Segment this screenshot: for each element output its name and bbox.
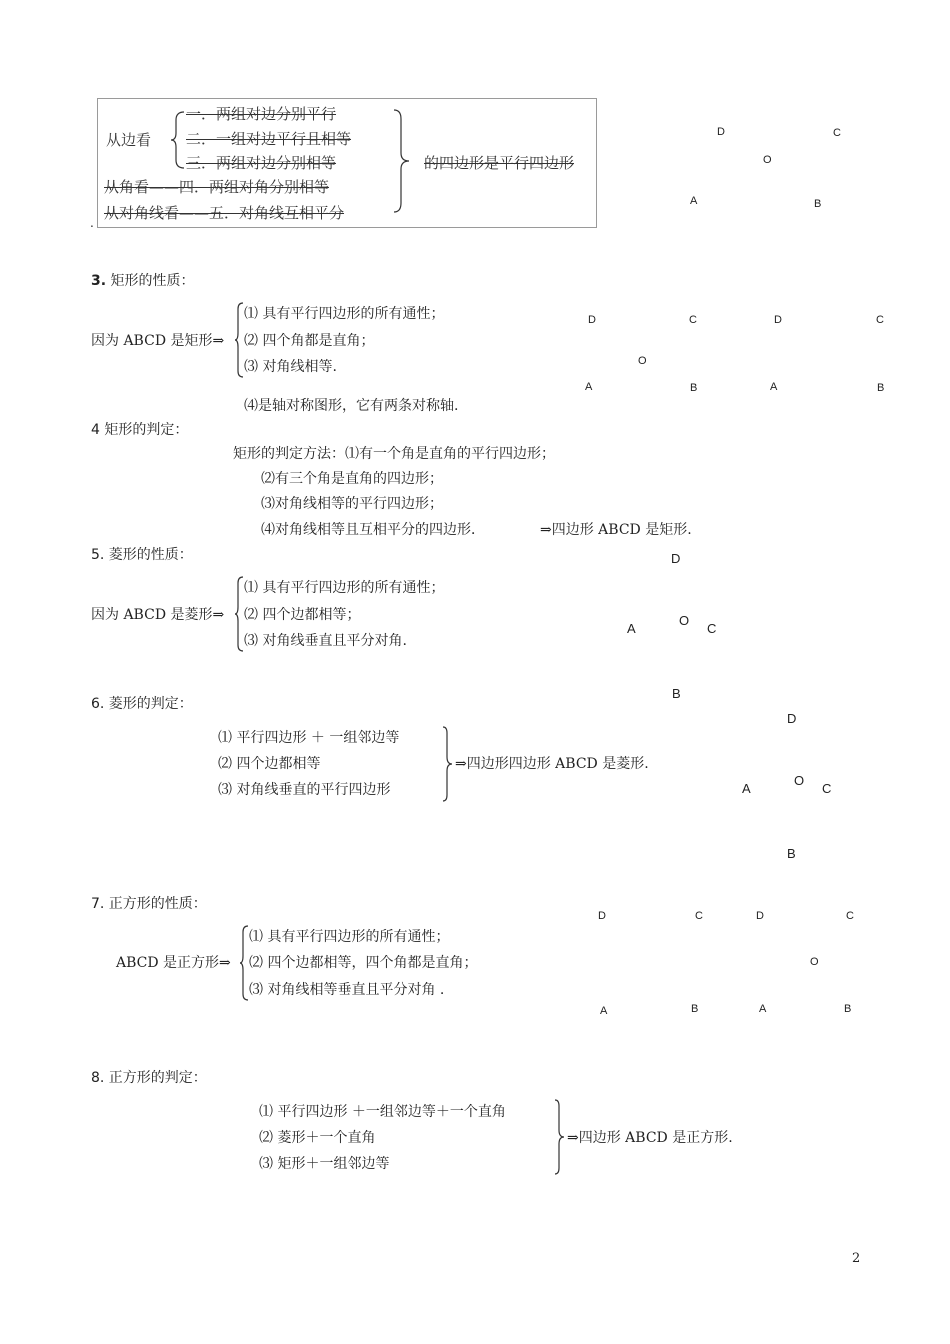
rect2-point-a: A	[770, 381, 778, 393]
square2-point-o: O	[810, 956, 819, 968]
sec5-item-3: ⑶ 对角线垂直且平分对角.	[244, 633, 407, 649]
sec3-extra: ⑷是轴对称图形，它有两条对称轴.	[244, 398, 459, 414]
angle-item: 从角看——四．两组对角分别相等	[104, 178, 330, 196]
sec6-item-1: ⑴ 平行四边形 ＋ 一组邻边等	[218, 730, 400, 746]
square1-point-a: A	[600, 1005, 608, 1017]
sec3-num: 3.	[91, 273, 107, 289]
parallelogram-point-c: C	[833, 127, 841, 139]
square2-point-c: C	[846, 910, 854, 922]
diagonal-item: 从对角线看——五．对角线互相平分	[104, 204, 345, 222]
sec8-item-1: ⑴ 平行四边形 ＋一组邻边等＋一个直角	[259, 1104, 506, 1120]
sec4-conclusion: ⇒四边形 ABCD 是矩形.	[540, 522, 692, 538]
parallelogram-point-o: O	[763, 154, 772, 166]
sec5-item-2: ⑵ 四个边都相等；	[244, 607, 361, 623]
rect2-point-c: C	[876, 314, 884, 326]
sec8-conclusion: ⇒四边形 ABCD 是正方形.	[567, 1130, 733, 1146]
sec8-brace	[554, 1099, 566, 1175]
side-item-1: 一．两组对边分别平行	[186, 105, 337, 123]
sec3-heading	[91, 270, 195, 290]
sec4-line-4: ⑷对角线相等且互相平分的四边形．	[261, 522, 485, 538]
sec7-lead: ABCD 是正方形⇒	[116, 955, 231, 971]
parallelogram-point-d: D	[717, 126, 725, 138]
stray-dot: .	[90, 216, 94, 230]
rect1-point-d: D	[588, 314, 596, 326]
parallelogram-point-a: A	[690, 195, 698, 207]
sec6-item-3: ⑶ 对角线垂直的平行四边形	[218, 782, 391, 798]
sec7-item-2: ⑵ 四个边都相等，四个角都是直角；	[249, 955, 478, 971]
sec7-item-1: ⑴ 具有平行四边形的所有通性；	[249, 929, 450, 945]
side-item-3: 三．两组对边分别相等	[186, 154, 337, 172]
parallelogram-point-b: B	[814, 198, 822, 210]
sec8-item-2: ⑵ 菱形＋一个直角	[259, 1130, 376, 1146]
rhombus2-point-d: D	[787, 711, 797, 726]
side-brace	[170, 111, 186, 169]
rhombus2-point-b: B	[787, 846, 796, 861]
sec3-item-1: ⑴ 具有平行四边形的所有通性；	[244, 306, 445, 322]
rect2-point-d: D	[774, 314, 782, 326]
rhombus2-point-a: A	[742, 781, 751, 796]
rhombus1-point-b: B	[672, 686, 681, 701]
rhombus2-point-c: C	[822, 781, 832, 796]
sec6-title: 6. 菱形的判定：	[91, 696, 193, 712]
sec3-item-2: ⑵ 四个角都是直角；	[244, 333, 375, 349]
sec6-brace	[442, 726, 454, 802]
sec7-item-3: ⑶ 对角线相等垂直且平分对角 .	[249, 982, 445, 998]
sec7-brace	[239, 925, 249, 1001]
square2-point-b: B	[844, 1003, 852, 1015]
sec4-line-2: ⑵有三个角是直角的四边形；	[261, 471, 443, 487]
sec3-brace	[234, 302, 244, 378]
sec4-line-3: ⑶对角线相等的平行四边形；	[261, 496, 443, 512]
side-item-2: 二．一组对边平行且相等	[186, 130, 352, 148]
square1-point-b: B	[691, 1003, 699, 1015]
rect1-point-c: C	[689, 314, 697, 326]
sec8-title: 8. 正方形的判定：	[91, 1070, 207, 1086]
sec7-title: 7. 正方形的性质：	[91, 896, 207, 912]
sec5-lead: 因为 ABCD 是菱形⇒	[91, 607, 225, 623]
square2-point-a: A	[759, 1003, 767, 1015]
square2-point-d: D	[756, 910, 764, 922]
rect2-point-b: B	[877, 382, 885, 394]
sec6-item-2: ⑵ 四个边都相等	[218, 756, 321, 772]
square1-point-c: C	[695, 910, 703, 922]
criteria-brace	[393, 109, 413, 213]
square1-point-d: D	[598, 910, 606, 922]
sec6-conclusion: ⇒四边形四边形 ABCD 是菱形.	[455, 756, 649, 772]
rect1-point-b: B	[690, 382, 698, 394]
rhombus1-point-d: D	[671, 551, 681, 566]
parallelogram-criteria-box	[97, 98, 597, 228]
parallelogram-conclusion: 的四边形是平行四边形	[424, 154, 575, 172]
sec3-item-3: ⑶ 对角线相等.	[244, 359, 337, 375]
sec4-line-1: 矩形的判定方法：⑴有一个角是直角的平行四边形；	[233, 446, 555, 462]
rhombus1-point-a: A	[627, 621, 636, 636]
rhombus1-point-o: O	[679, 613, 690, 628]
sec4-title: 4 矩形的判定：	[91, 422, 189, 438]
page-number: 2	[852, 1251, 861, 1266]
rect1-point-a: A	[585, 381, 593, 393]
sec3-lead: 因为 ABCD 是矩形⇒	[91, 333, 225, 349]
sec5-item-1: ⑴ 具有平行四边形的所有通性；	[244, 580, 445, 596]
sec5-title: 5. 菱形的性质：	[91, 547, 193, 563]
rect1-point-o: O	[638, 355, 647, 367]
side-label: 从边看	[106, 131, 152, 149]
rhombus1-point-c: C	[707, 621, 717, 636]
sec8-item-3: ⑶ 矩形＋一组邻边等	[259, 1156, 390, 1172]
sec5-brace	[234, 576, 244, 652]
sec3-title: 矩形的性质：	[110, 273, 195, 289]
rhombus2-point-o: O	[794, 773, 805, 788]
